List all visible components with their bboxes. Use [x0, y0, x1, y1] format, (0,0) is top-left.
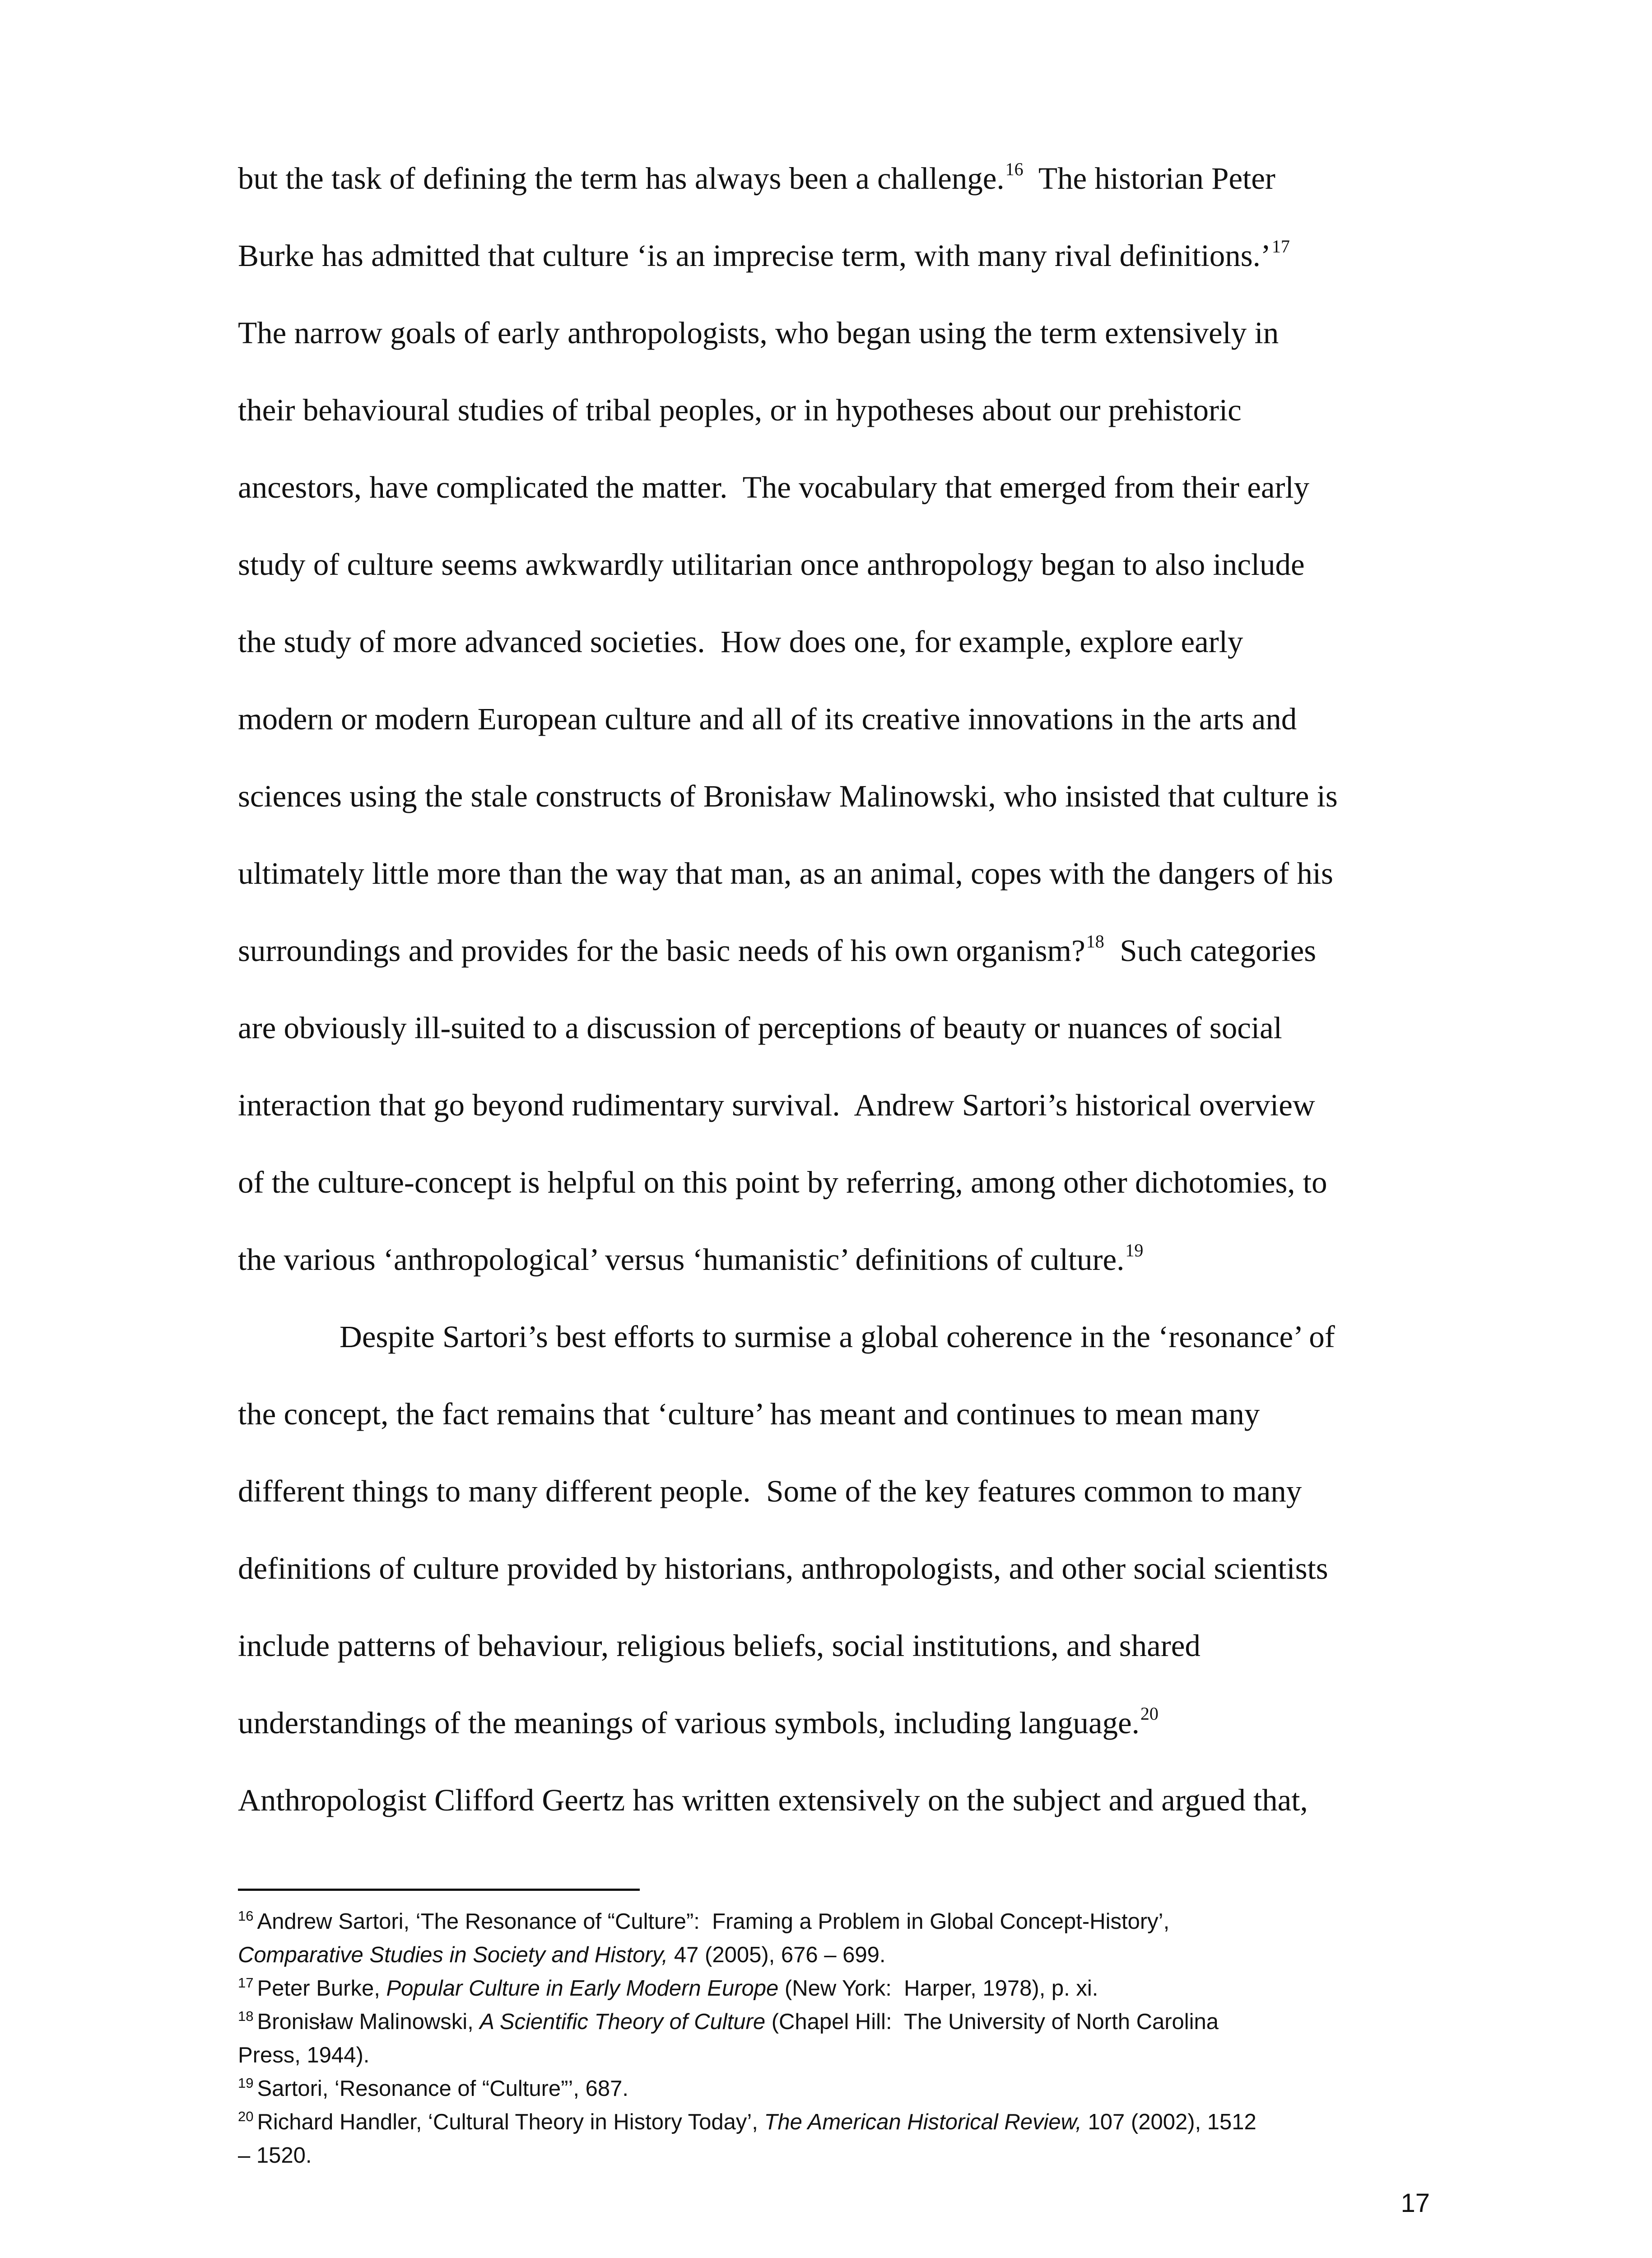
- footnote-journal: The American Historical Review,: [764, 2110, 1082, 2134]
- text-line-content: the concept, the fact remains that ‘culture’ has meant and continues to mean many: [238, 1397, 1260, 1431]
- footnote-17: [238, 1972, 1430, 2005]
- text-line: [238, 840, 1430, 917]
- footnote-18-continuation: [238, 2039, 1430, 2072]
- text-line-content: interaction that go beyond rudimentary survival. Andrew Sartori’s historical overview: [238, 1088, 1315, 1122]
- text-line-content: different things to many different people. Some of the key features common to many: [238, 1474, 1302, 1508]
- text-line: [238, 685, 1430, 762]
- footnote-number: 18: [238, 2008, 254, 2024]
- text-line: [238, 1226, 1430, 1303]
- footnote-title: A Scientific Theory of Culture: [479, 2010, 766, 2034]
- footnote-text: Andrew Sartori, ‘The Resonance of “Culture”: Framing a Problem in Global Concept-History’,: [257, 1909, 1170, 1934]
- footnote-ref-20[interactable]: 20: [1140, 1703, 1159, 1724]
- footnote-number: 16: [238, 1908, 254, 1924]
- footnote-separator: [238, 1889, 640, 1891]
- text-line: [238, 1766, 1430, 1843]
- footnote-title: Popular Culture in Early Modern Europe: [386, 1976, 779, 2001]
- text-line-content: modern or modern European culture and all of its creative innovations in the arts and: [238, 702, 1297, 736]
- text-line: [238, 1148, 1430, 1226]
- text-line-paragraph-start: [238, 1303, 1430, 1380]
- footnote-text: 47 (2005), 676 – 699.: [668, 1943, 886, 1967]
- footnote-16: [238, 1905, 1430, 1938]
- text-line-content: study of culture seems awkwardly utilitarian once anthropology began to also include: [238, 547, 1305, 582]
- main-text: [238, 145, 1430, 1843]
- text-line: [238, 994, 1430, 1071]
- text-line-continuation: The historian Peter: [1023, 161, 1275, 196]
- footnote-ref-18[interactable]: 18: [1086, 931, 1104, 952]
- footnote-text: – 1520.: [238, 2143, 312, 2168]
- text-line: [238, 453, 1430, 531]
- footnote-journal: Comparative Studies in Society and History,: [238, 1943, 668, 1967]
- footnote-16-continuation: [238, 1938, 1430, 1972]
- text-line: [238, 608, 1430, 685]
- footnote-ref-19[interactable]: 19: [1125, 1240, 1144, 1260]
- text-line: [238, 531, 1430, 608]
- footnote-ref-16[interactable]: 16: [1005, 159, 1024, 179]
- footnote-number: 19: [238, 2075, 254, 2091]
- footnote-text: (New York: Harper, 1978), p. xi.: [778, 1976, 1098, 2001]
- text-line-content: ultimately little more than the way that man, as an animal, copes with the dangers of his: [238, 856, 1333, 891]
- footnote-text: (Chapel Hill: The University of North Carolina: [765, 2010, 1219, 2034]
- footnote-19: [238, 2072, 1430, 2105]
- text-line-content: the study of more advanced societies. How does one, for example, explore early: [238, 625, 1243, 659]
- footnote-number: 20: [238, 2109, 254, 2124]
- text-line: [238, 917, 1430, 994]
- text-line: [238, 1612, 1430, 1689]
- text-line: [238, 1689, 1430, 1766]
- footnote-18: [238, 2005, 1430, 2039]
- text-line: [238, 1380, 1430, 1457]
- text-line-content: surroundings and provides for the basic needs of his own organism?: [238, 933, 1085, 968]
- text-line: [238, 1535, 1430, 1612]
- text-line-content: Burke has admitted that culture ‘is an imprecise term, with many rival definitions.’: [238, 238, 1271, 273]
- footnote-20: [238, 2105, 1430, 2139]
- footnote-text: Press, 1944).: [238, 2043, 370, 2067]
- text-line-content: The narrow goals of early anthropologists, who began using the term extensively in: [238, 316, 1279, 350]
- footnotes: [238, 1905, 1430, 2172]
- text-line-content: understandings of the meanings of various symbols, including language.: [238, 1706, 1140, 1740]
- footnote-text: 107 (2002), 1512: [1081, 2110, 1256, 2134]
- text-line-continuation: Such categories: [1104, 933, 1317, 968]
- text-line-content: ancestors, have complicated the matter. The vocabulary that emerged from their early: [238, 470, 1310, 504]
- text-line-content: of the culture-concept is helpful on this point by referring, among other dichotomies, to: [238, 1165, 1327, 1199]
- page-number: 17: [1401, 2188, 1430, 2218]
- text-line-content: sciences using the stale constructs of Bronisław Malinowski, who insisted that culture is: [238, 779, 1338, 813]
- text-line-content: Despite Sartori’s best efforts to surmise a global coherence in the ‘resonance’ of: [340, 1320, 1335, 1354]
- footnote-author: Peter Burke,: [257, 1976, 386, 2001]
- text-line: [238, 762, 1430, 840]
- footnote-author: Bronisław Malinowski,: [257, 2010, 480, 2034]
- footnote-ref-17[interactable]: 17: [1271, 236, 1290, 257]
- text-line: [238, 1457, 1430, 1535]
- text-line-content: are obviously ill-suited to a discussion of perceptions of beauty or nuances of social: [238, 1011, 1282, 1045]
- text-line-content: but the task of defining the term has always been a challenge.: [238, 161, 1005, 196]
- text-line-content: Anthropologist Clifford Geertz has written extensively on the subject and argued that,: [238, 1783, 1308, 1817]
- text-line-content: the various ‘anthropological’ versus ‘humanistic’ definitions of culture.: [238, 1242, 1125, 1277]
- text-line: [238, 222, 1430, 299]
- text-line-content: include patterns of behaviour, religious beliefs, social institutions, and shared: [238, 1628, 1201, 1663]
- text-line: [238, 1071, 1430, 1148]
- text-line: [238, 299, 1430, 376]
- text-line-content: their behavioural studies of tribal peoples, or in hypotheses about our prehistoric: [238, 393, 1242, 427]
- text-line: [238, 145, 1430, 222]
- footnote-20-continuation: [238, 2139, 1430, 2172]
- text-line-content: definitions of culture provided by historians, anthropologists, and other social scientists: [238, 1551, 1328, 1586]
- text-line: [238, 376, 1430, 453]
- footnote-text: Sartori, ‘Resonance of “Culture”’, 687.: [257, 2076, 628, 2101]
- footnote-number: 17: [238, 1975, 254, 1991]
- footnote-author: Richard Handler, ‘Cultural Theory in History Today’,: [257, 2110, 764, 2134]
